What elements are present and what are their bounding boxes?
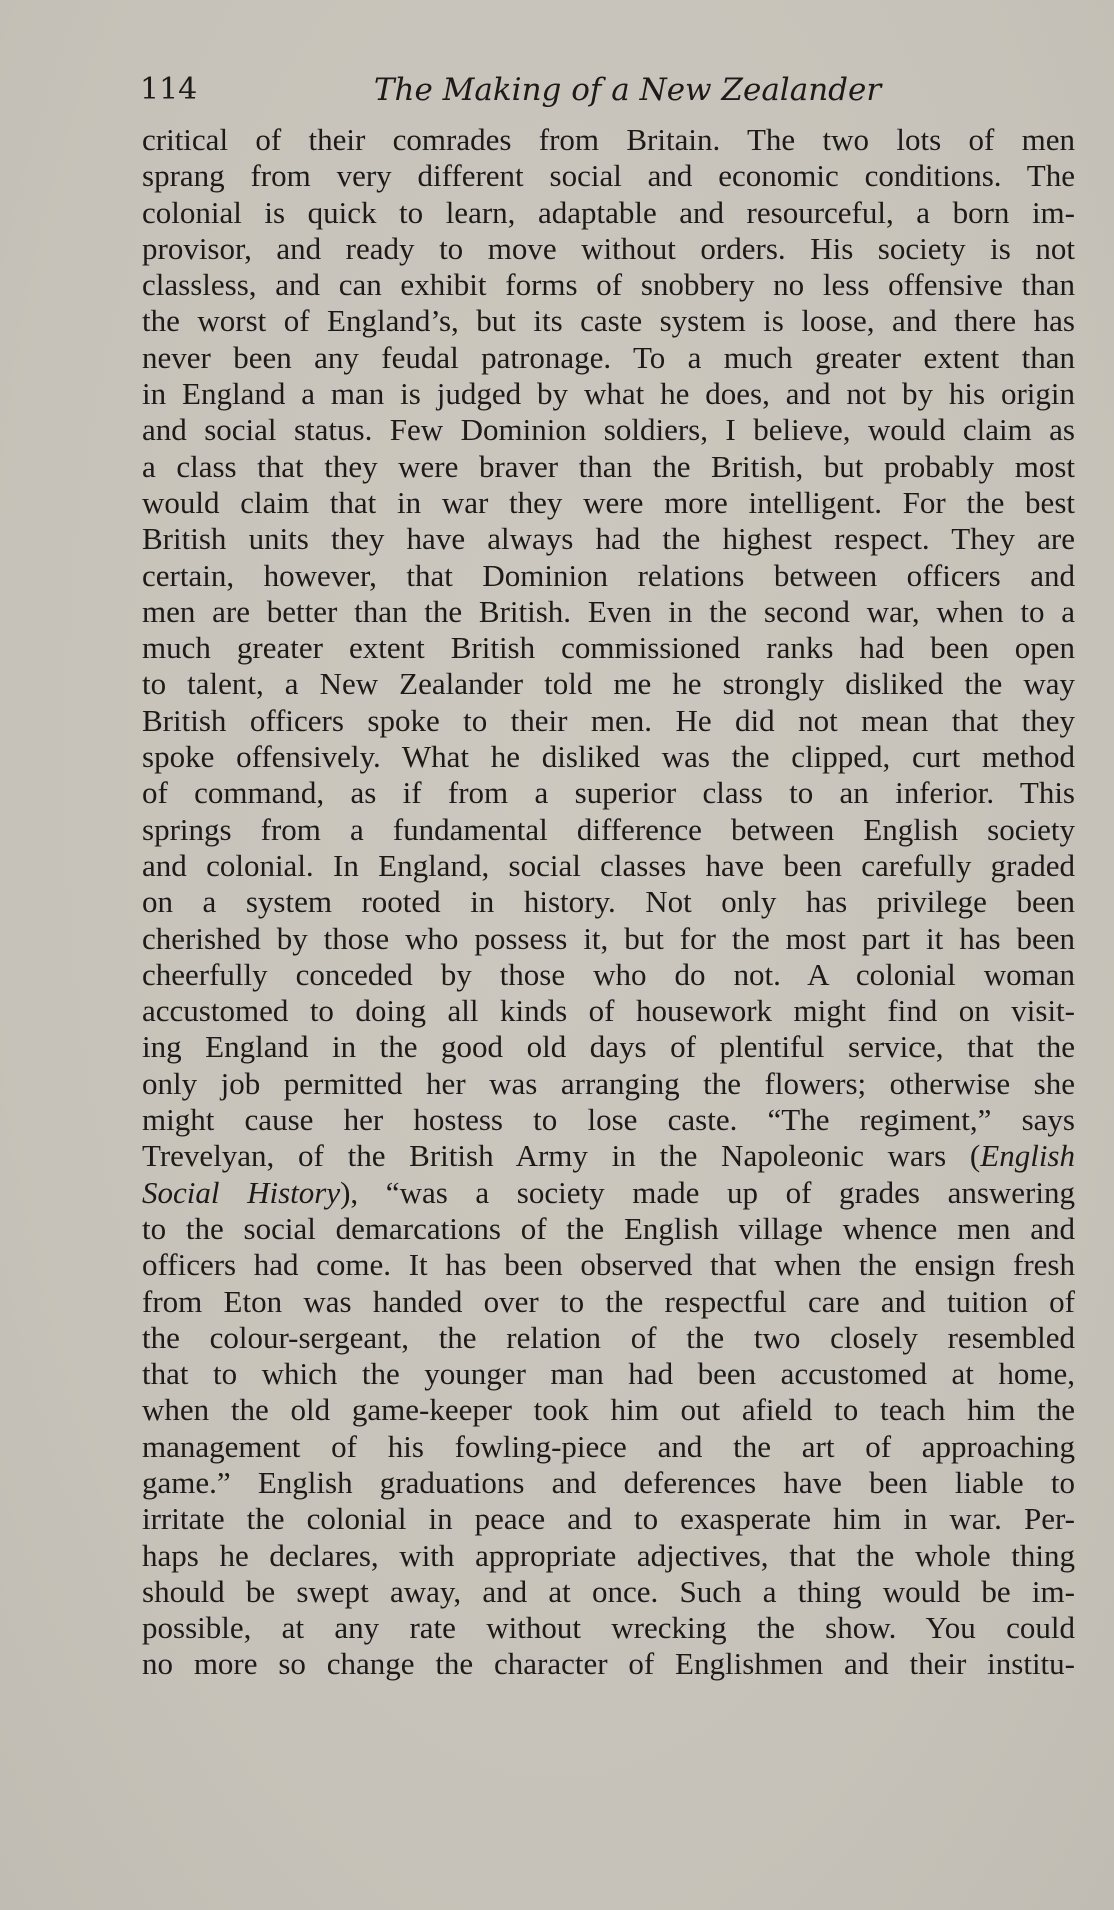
text-line: and social status. Few Dominion soldiers, I believe, would claim as [142, 412, 1075, 448]
text-line: irritate the colonial in peace and to exasperate him in war. Per- [142, 1501, 1075, 1537]
text-line: much greater extent British commissioned ranks had been open [142, 630, 1075, 666]
text-line: provisor, and ready to move without orders. His society is not [142, 230, 1075, 266]
text-line: to talent, a New Zealander told me he strongly disliked the way [142, 666, 1075, 702]
running-header [140, 68, 1075, 112]
text-line: never been any feudal patronage. To a much greater extent than [142, 339, 1075, 375]
text-line: critical of their comrades from Britain. The two lots of men [142, 122, 1075, 157]
body-text [142, 122, 1075, 1683]
italic-book-title-part-1: English [980, 1138, 1075, 1174]
text-line: the worst of England’s, but its caste system is loose, and there has [142, 303, 1075, 339]
text-line: on a system rooted in history. Not only has privilege been [142, 884, 1075, 920]
text-line: from Eton was handed over to the respectful care and tuition of [142, 1283, 1075, 1319]
text-line-with-citation [142, 1138, 1075, 1174]
text-line: haps he declares, with appropriate adjectives, that the whole thing [142, 1537, 1075, 1573]
text-line: to the social demarcations of the English village whence men and [142, 1210, 1075, 1246]
text-line: and colonial. In England, social classes have been carefully graded [142, 847, 1075, 883]
text-line: springs from a fundamental difference between English society [142, 811, 1075, 847]
text-line-with-citation [142, 1175, 1075, 1211]
text-line: when the old game-keeper took him out afield to teach him the [142, 1392, 1075, 1428]
text-line: only job permitted her was arranging the flowers; otherwise she [142, 1065, 1075, 1101]
text-line: possible, at any rate without wrecking the show. You could [142, 1610, 1075, 1646]
text-line: that to which the younger man had been accustomed at home, [142, 1356, 1075, 1392]
text-line: in England a man is judged by what he does, and not by his origin [142, 376, 1075, 412]
text-line: officers had come. It has been observed that when the ensign fresh [142, 1247, 1075, 1283]
text-line: British officers spoke to their men. He did not mean that they [142, 702, 1075, 738]
page-number: 114 [140, 72, 198, 107]
text-line: classless, and can exhibit forms of snobbery no less offensive than [142, 267, 1075, 303]
text-line: management of his fowling-piece and the art of approaching [142, 1428, 1075, 1464]
text-line: colonial is quick to learn, adaptable and resourceful, a born im- [142, 194, 1075, 230]
text-line: sprang from very different social and economic conditions. The [142, 158, 1075, 194]
text-segment: Trevelyan, of the British Army in the Napoleonic wars ( [142, 1138, 981, 1174]
text-line: game.” English graduations and deferences have been liable to [142, 1464, 1075, 1500]
text-line: the colour-sergeant, the relation of the two closely resembled [142, 1319, 1075, 1355]
text-line: a class that they were braver than the British, but probably most [142, 448, 1075, 484]
italic-book-title-part-2: Social History [142, 1174, 341, 1210]
text-line: would claim that in war they were more intelligent. For the best [142, 484, 1075, 520]
text-line: accustomed to doing all kinds of housework might find on visit- [142, 993, 1075, 1029]
text-segment: ), “was a society made up of grades answering [340, 1174, 1075, 1210]
text-line: men are better than the British. Even in the second war, when to a [142, 593, 1075, 629]
text-line: might cause her hostess to lose caste. “The regiment,” says [142, 1102, 1075, 1138]
text-line: ing England in the good old days of plentiful service, that the [142, 1029, 1075, 1065]
text-line: no more so change the character of Englishmen and their institu- [142, 1646, 1075, 1682]
text-line: of command, as if from a superior class to an inferior. This [142, 775, 1075, 811]
text-line: certain, however, that Dominion relations between officers and [142, 557, 1075, 593]
text-line: spoke offensively. What he disliked was the clipped, curt method [142, 739, 1075, 775]
text-line: British units they have always had the highest respect. They are [142, 521, 1075, 557]
text-line: cheerfully conceded by those who do not. A colonial woman [142, 956, 1075, 992]
running-title: The Making of a New Zealander [373, 72, 882, 108]
text-line: should be swept away, and at once. Such a thing would be im- [142, 1573, 1075, 1609]
text-line: cherished by those who possess it, but for the most part it has been [142, 920, 1075, 956]
